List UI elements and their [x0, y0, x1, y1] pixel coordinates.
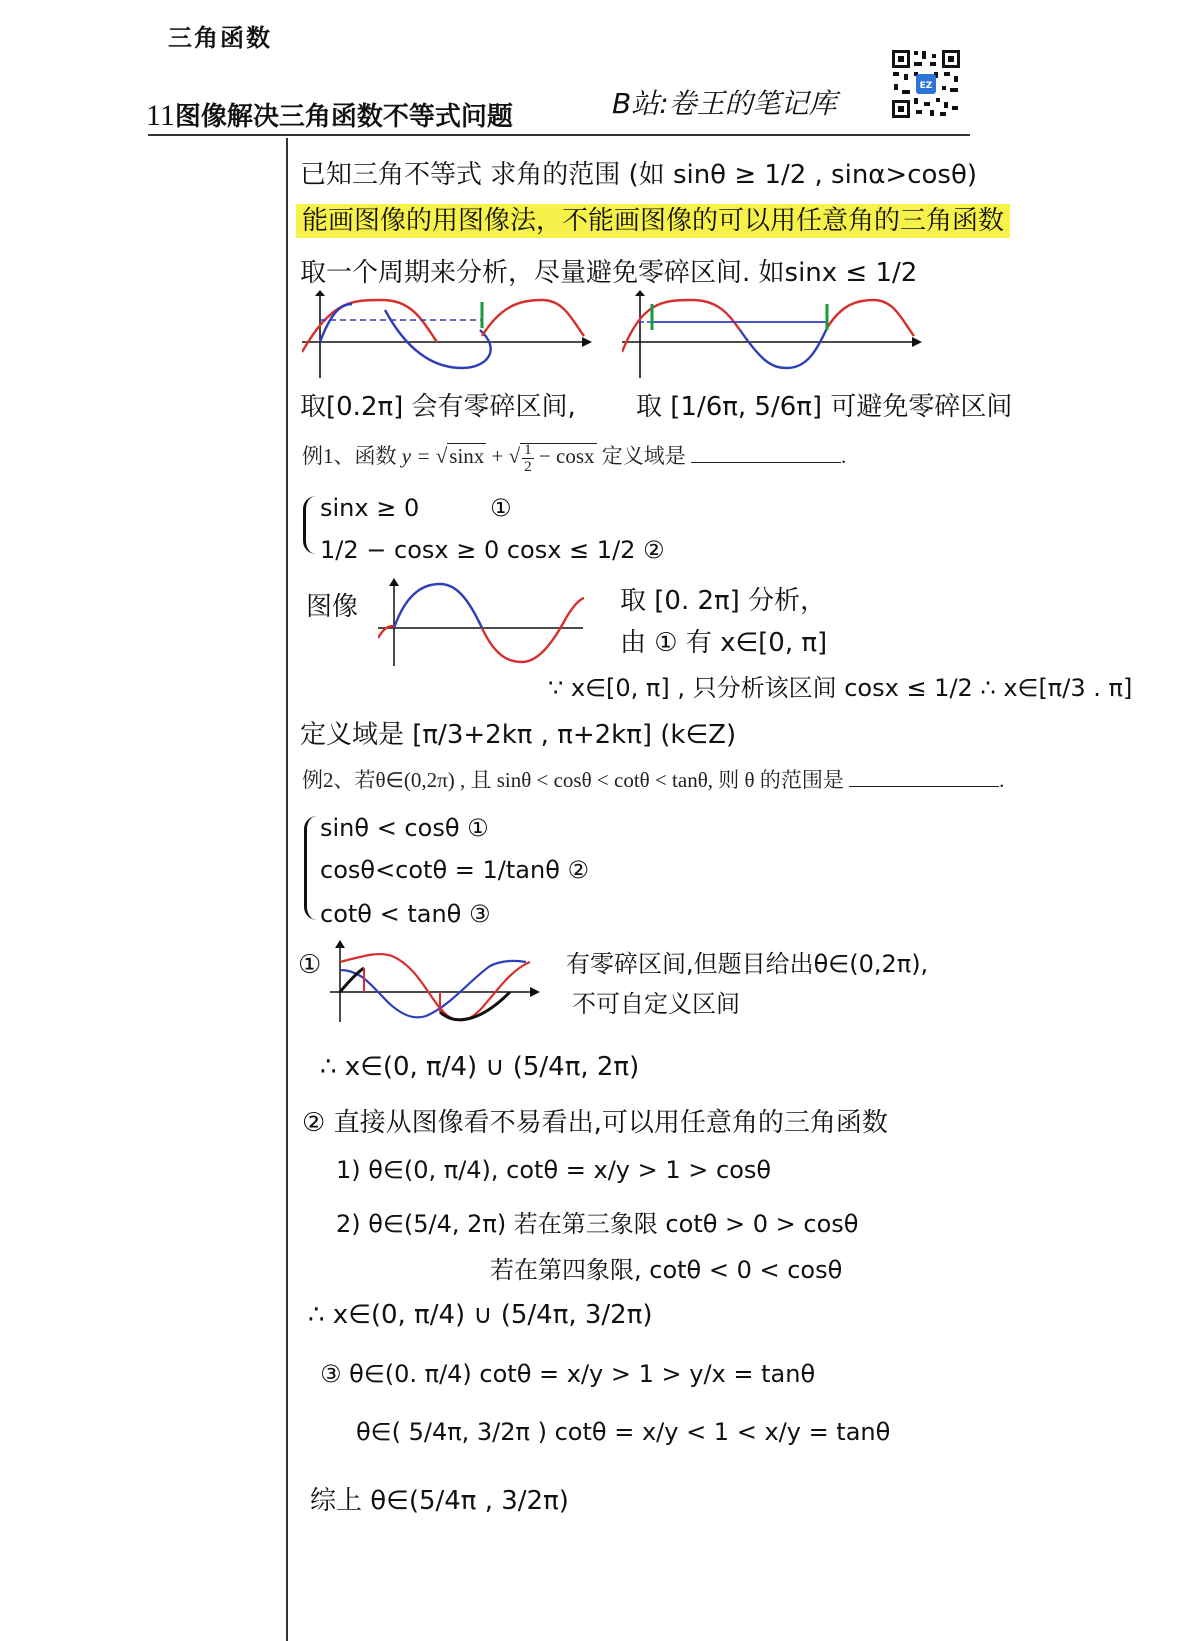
example1-end: . [841, 444, 847, 468]
example1-note2: 由 ① 有 x∈[0, π] [620, 628, 828, 658]
margin-rule [286, 138, 288, 1641]
axes [622, 292, 912, 378]
example1-note1: 取 [0. 2π] 分析， [620, 586, 827, 616]
example1-cond2: 1/2 − cosx ≥ 0 cosx ≤ 1/2 ② [320, 536, 665, 564]
graph-caption-right: 取 [1/6π, 5/6π] 可避免零碎区间 [636, 392, 1013, 422]
example2-note2: 不可自定义区间 [572, 990, 740, 1018]
sine-curve-red-right [827, 300, 914, 336]
example2-cond3: cotθ < tanθ ③ [320, 900, 491, 928]
intro-note: 已知三角不等式 求角的范围 (如 sinθ ≥ 1/2 , sinα>cosθ) [300, 160, 978, 190]
x-axis-arrow-icon [912, 337, 922, 347]
highlighted-text: 能画图像的用图像法，不能画图像的可以用任意角的三角函数 [296, 204, 1010, 238]
section-title: 图像解决三角函数不等式问题 [174, 102, 513, 132]
section-number: 11 [146, 99, 175, 132]
graph-caption-left: 取[0.2π] 会有零碎区间, [300, 392, 576, 422]
y-axis-arrow-icon [389, 578, 399, 586]
example2-case2: 2) θ∈(5/4, 2π) 若在第三象限 cotθ > 0 > cosθ [336, 1210, 859, 1238]
topic-title: 三角函数 [168, 24, 272, 52]
example1-note3: ∵ x∈[0, π] , 只分析该区间 cosx ≤ 1/2 ∴ x∈[π/3 . π] [548, 674, 1133, 702]
sine-curve-blue [740, 328, 827, 368]
y-axis-arrow-icon [315, 290, 325, 296]
example1-cond1-mark: ① [490, 494, 512, 522]
section-heading [146, 96, 513, 133]
sine-curve-blue [394, 584, 482, 628]
example1-graph-label: 图像 [306, 592, 359, 622]
x-axis-arrow-icon [530, 987, 540, 997]
example1-graph [378, 578, 588, 668]
qr-code [890, 48, 962, 120]
example1-plus: + [486, 444, 509, 468]
example1-frac-num: 1 [524, 441, 532, 458]
example1-cond1: sinx ≥ 0 [320, 494, 420, 522]
header-rule [148, 134, 970, 136]
sine-curve-blue-lower [385, 310, 491, 368]
example1-formula-y: y = [401, 444, 436, 468]
sine-curve-red-lower [482, 598, 584, 662]
x-axis-arrow-icon [582, 337, 592, 347]
example2-graph [330, 940, 540, 1024]
example2-cond1: sinθ < cosθ ① [320, 814, 489, 842]
sine-curve-red [302, 300, 437, 352]
example1-minus-cos: − cosx [533, 444, 595, 468]
example2-note1: 有零碎区间,但题目给出θ∈(0,2π), [566, 950, 929, 978]
example2-end: . [999, 768, 1005, 792]
example2-question [302, 764, 1004, 794]
example2-result1: ∴ x∈(0, π/4) ∪ (5/4π, 2π) [320, 1052, 640, 1082]
answer-blank [691, 444, 841, 463]
example2-step2: ② 直接从图像看不易看出,可以用任意角的三角函数 [302, 1108, 888, 1138]
system-brace-1 [303, 496, 316, 554]
sine-curve-red-right [482, 300, 584, 336]
example2-step3b: θ∈( 5/4π, 3/2π ) cotθ = x/y < 1 < x/y = tanθ [356, 1418, 891, 1446]
sine-graph-left [302, 290, 592, 380]
example1-tail: 定义域是 [601, 444, 686, 468]
example1-label: 例1、函数 [302, 444, 397, 468]
y-axis-arrow-icon [335, 940, 345, 948]
example2-graph-mark: ① [298, 950, 322, 980]
channel-signature: B站:卷王的笔记库 [612, 87, 837, 120]
example1-question: 例1、函数 y = √sinx + √ $\frac{1}{2}$ − cosx 定义域是 . [302, 441, 847, 475]
highlight-note [296, 200, 1010, 237]
example1-answer: 定义域是 [π/3+2kπ , π+2kπ] (k∈Z) [300, 720, 737, 750]
example2-statement: θ∈(0,2π) , 且 sinθ < cosθ < cotθ < tanθ, 则 θ 的范围是 [375, 768, 844, 792]
example2-cond2: cosθ<cotθ = 1/tanθ ② [320, 856, 590, 884]
system-brace-2 [304, 816, 317, 920]
example1-sqrt-sin: sinx [449, 444, 485, 468]
y-axis-arrow-icon [635, 290, 645, 296]
example2-case1: 1) θ∈(0, π/4), cotθ = x/y > 1 > cosθ [336, 1156, 772, 1184]
svg-text:EZ: EZ [919, 81, 933, 91]
sine-graph-right [622, 290, 922, 380]
example2-label: 例2、若 [302, 768, 376, 792]
example2-result2: ∴ x∈(0, π/4) ∪ (5/4π, 3/2π) [308, 1300, 653, 1330]
example2-final: 综上 θ∈(5/4π , 3/2π) [310, 1486, 569, 1516]
example2-step3a: ③ θ∈(0. π/4) cotθ = x/y > 1 > y/x = tanθ [320, 1360, 816, 1388]
period-tip: 取一个周期来分析，尽量避免零碎区间. 如sinx ≤ 1/2 [300, 258, 918, 288]
example2-case2b: 若在第四象限, cotθ < 0 < cosθ [490, 1256, 843, 1284]
axes [330, 942, 530, 1022]
answer-blank-2 [849, 768, 999, 787]
solution-segment-2 [440, 992, 510, 1020]
example1-frac-den: 2 [524, 458, 532, 475]
